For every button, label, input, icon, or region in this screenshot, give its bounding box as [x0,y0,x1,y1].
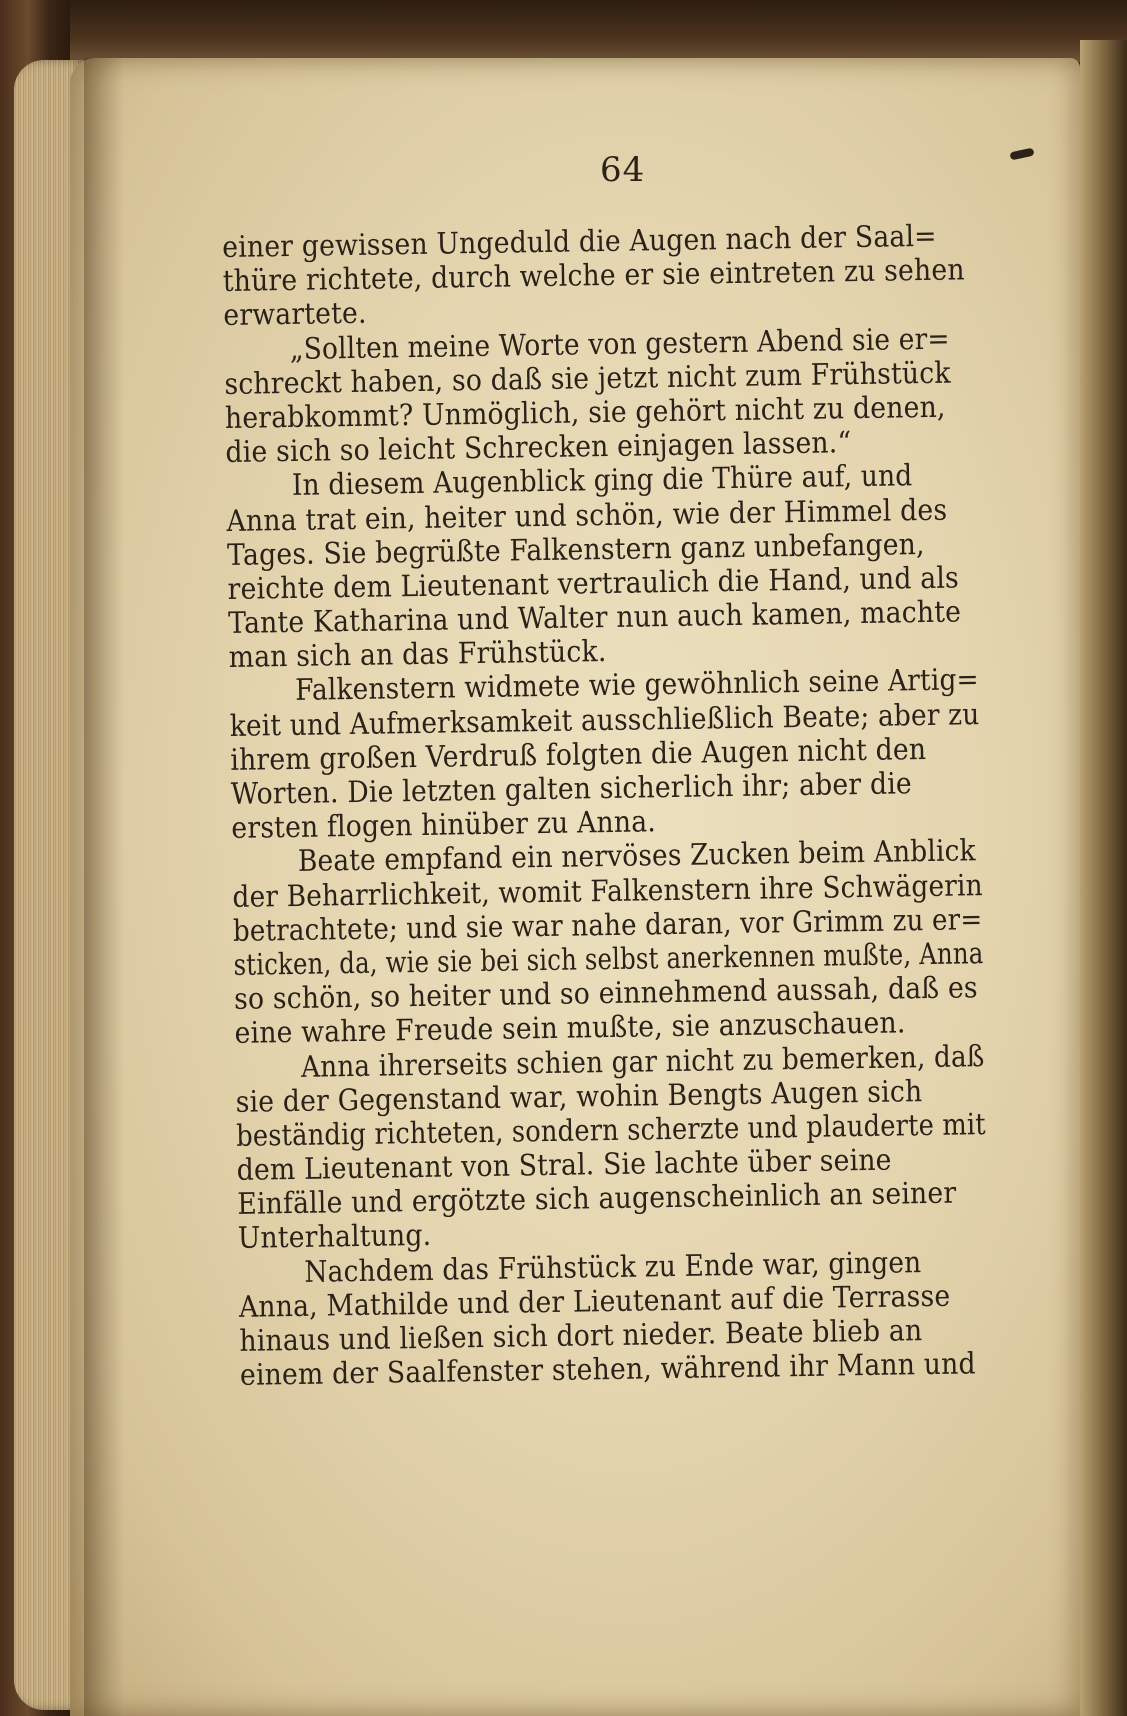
text-line: ersten flogen hinüber zu Anna. [231,804,657,846]
text-line: so schön, so heiter und so einnehmend aussah, daß es [233,970,979,1017]
text-line: der Beharrlichkeit, womit Falkenstern ihre Schwägerin [232,867,984,914]
text-line: Anna trat ein, heiter und schön, wie der Himmel des [226,492,948,538]
text-line: „Sollten meine Worte von gestern Abend sie er= [289,321,950,366]
text-line: keit und Aufmerksamkeit ausschließlich Beate; aber zu [229,696,980,743]
text-line: eine wahre Freude sein mußte, sie anzuschauen. [234,1005,906,1051]
text-line: Tages. Sie begrüßte Falkenstern ganz unbefangen, [226,526,925,572]
text-line: Tante Katharina und Walter nun auch kamen, machte [227,594,962,641]
text-line: einem der Saalfenster stehen, während ihr Mann und [239,1346,976,1393]
text-line: herabkommt? Unmöglich, sie gehört nicht zu denen, [224,389,946,435]
text-line: hinaus und ließen sich dort nieder. Beate blieb an [239,1313,923,1358]
page-number: 64 [600,150,646,190]
text-line: reichte dem Lieutenant vertraulich die Hand, und als [227,560,960,606]
text-line: Worten. Die letzten galten sicherlich ihr; aber die [230,766,913,811]
text-line: einer gewissen Ungeduld die Augen nach der Saal= [222,218,937,264]
text-line: man sich an das Frühstück. [228,634,607,675]
text-line: Unterhaltung. [237,1218,432,1256]
text-line: Anna ihrerseits schien gar nicht zu bemerken, daß [300,1038,985,1084]
book-cover-top [0,0,1127,62]
text-line: schreckt haben, so daß sie jetzt nicht zum Frühstück [224,355,951,401]
text-line: dem Lieutenant von Stral. Sie lachte über seine [236,1142,892,1187]
text-line: betrachtete; und sie war nahe daran, vor Grimm zu er= [232,901,983,948]
text-line: In diesem Augenblick ging die Thüre auf, und [291,458,913,503]
text-line: sticken, da, wie sie bei sich selbst anerkennen mußte, Anna [233,936,984,982]
text-line: die sich so leicht Schrecken einjagen lassen.“ [225,425,852,470]
right-page-edge [1080,40,1127,1716]
text-line: Falkenstern widmete wie gewöhnlich seine Artig= [294,662,980,708]
text-line: ihrem großen Verdruß folgten die Augen nicht den [230,731,927,777]
text-line: sie der Gegenstand war, wohin Bengts Augen sich [235,1073,923,1119]
text-line: Einfälle und ergötzte sich augenscheinlich an seiner [237,1175,957,1222]
gutter-shadow [84,58,124,1716]
text-line: thüre richtete, durch welche er sie eintreten zu sehen [222,252,965,299]
text-line: erwartete. [223,296,367,333]
text-line: Anna, Mathilde und der Lieutenant auf die Terrasse [238,1278,951,1324]
text-line: Beate empfand ein nervöses Zucken beim Anblick [297,833,976,879]
text-line: beständig richteten, sondern scherzte und plauderte mit [235,1106,987,1153]
body-text [222,217,1070,1392]
text-line: Nachdem das Frühstück zu Ende war, gingen [304,1244,922,1289]
